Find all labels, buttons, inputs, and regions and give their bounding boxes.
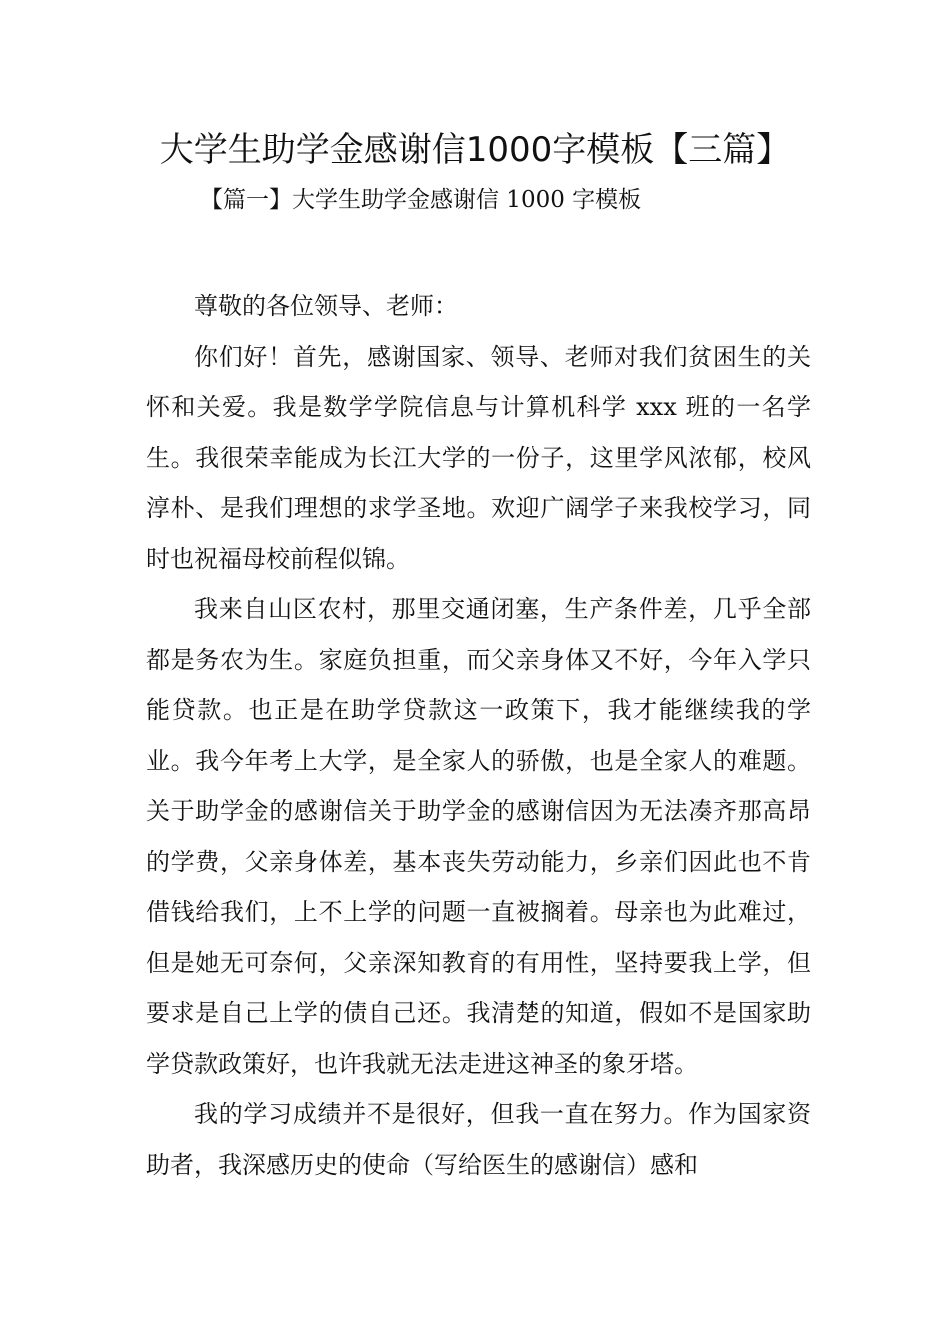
document-body — [146, 281, 811, 1190]
letter-greeting: 尊敬的各位领导、老师： — [194, 292, 458, 320]
document-title: 大学生助学金感谢信1000字模板【三篇】 — [159, 130, 791, 170]
body-paragraph: 我的学习成绩并不是很好，但我一直在努力。作为国家资助者，我深感历史的使命（写给医生的感谢信）感和 — [146, 1100, 811, 1179]
document-subtitle: 【篇一】大学生助学金感谢信 1000 字模板 — [200, 187, 642, 213]
body-paragraph: 你们好！首先，感谢国家、领导、老师对我们贫困生的关怀和关爱。我是数学学院信息与计算机科学 xxx 班的一名学生。我很荣幸能成为长江大学的一份子，这里学风浓郁，校风淳朴、是我们理想的求学圣地。欢迎广阔学子来我校学习，同时也祝福母校前程似锦。 — [146, 342, 811, 573]
body-paragraph: 我来自山区农村，那里交通闭塞，生产条件差，几乎全部都是务农为生。家庭负担重，而父亲身体又不好，今年入学只能贷款。也正是在助学贷款这一政策下，我才能继续我的学业。我今年考上大学，是全家人的骄傲，也是全家人的难题。关于助学金的感谢信关于助学金的感谢信因为无法凑齐那高昂的学费，父亲身体差，基本丧失劳动能力，乡亲们因此也不肯借钱给我们，上不上学的问题一直被搁着。母亲也为此难过，但是她无可奈何，父亲深知教育的有用性，坚持要我上学，但要求是自己上学的债自己还。我清楚的知道，假如不是国家助学贷款政策好，也许我就无法走进这神圣的象牙塔。 — [146, 595, 811, 1078]
